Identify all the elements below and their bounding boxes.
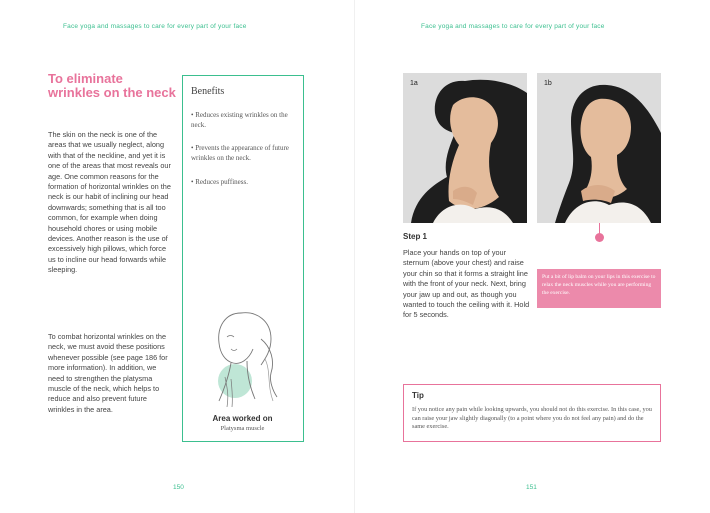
benefit-item: • Reduces puffiness.	[191, 178, 248, 186]
benefits-box	[182, 75, 304, 442]
benefit-item: • Prevents the appearance of future wrinkles on the neck.	[191, 144, 289, 162]
photo-label: 1b	[544, 80, 552, 87]
step-title: Step 1	[403, 232, 428, 241]
exercise-photo-1a	[403, 73, 527, 223]
right-page	[355, 0, 710, 513]
tip-box	[403, 384, 661, 442]
photo-placeholder	[403, 73, 527, 223]
tip-text: If you notice any pain while looking upwards, you should not do this exercise. In this case, you can raise your jaw slightly diagonally (to a point where you do not feel any pain) and do the same exercise.	[412, 406, 652, 430]
body-paragraph: To combat horizontal wrinkles on the neck, we must avoid these positions whenever possible (see page 186 for more information). In addition, we need to strengthen the platysma muscle of the neck, which helps to reduce and also prevent future wrinkles in the area.	[48, 332, 168, 414]
section-title: To eliminate wrinkles on the neck	[48, 71, 176, 100]
callout-dot	[595, 233, 604, 242]
benefits-title: Benefits	[191, 86, 225, 97]
page-number: 151	[526, 484, 537, 491]
area-worked-label: Area worked on	[212, 414, 273, 423]
area-worked-value: Platysma muscle	[220, 425, 265, 432]
benefit-item: • Reduces existing wrinkles on the neck.	[191, 111, 288, 129]
tip-title: Tip	[412, 391, 424, 400]
running-head: Face yoga and massages to care for every part of your face	[63, 23, 247, 30]
exercise-photo-1b	[537, 73, 661, 223]
callout-note: Put a bit of lip balm on your lips in this exercise to relax the neck muscles while you are performing the exercise.	[537, 269, 661, 308]
neck-illustration	[201, 301, 287, 411]
photo-label: 1a	[410, 80, 418, 87]
step-text: Place your hands on top of your sternum (above your chest) and raise your chin so that it forms a straight line with the front of your neck. Next, bring your jaw up and out, as though you wanted to touch the ceiling with it. Hold for 5 seconds.	[403, 248, 530, 320]
body-paragraph: The skin on the neck is one of the areas that we usually neglect, along with that of the neckline, and yet it is one of the areas that most reveals our age. One common reasons for the formation of horizontal wrinkles on the neck is our habit of inclining our head downwards; something that is all too common, for example when doing household chores or using mobile devices. Another reason is the use of excessively high pillows, which force us to incline our head forwards while sleeping.	[48, 130, 171, 275]
running-head: Face yoga and massages to care for every part of your face	[421, 23, 605, 30]
photo-placeholder	[537, 73, 661, 223]
page-number: 150	[173, 484, 184, 491]
